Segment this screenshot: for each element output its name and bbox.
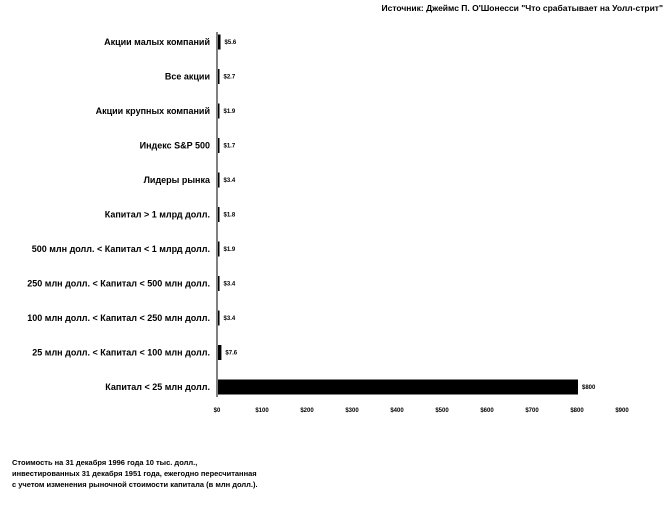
category-label: Акции малых компаний [104, 37, 210, 47]
value-label: $1.8 [223, 212, 236, 219]
category-label: 250 млн долл. < Капитал < 500 млн долл. [27, 278, 210, 289]
category-label: Акции крупных компаний [95, 106, 210, 116]
value-label: $1.9 [223, 109, 236, 115]
x-tick-label: $400 [390, 408, 404, 414]
value-label: $1.7 [223, 143, 236, 150]
value-label: $7.6 [225, 350, 238, 357]
bar [218, 35, 221, 50]
x-tick-label: $0 [213, 408, 221, 414]
x-tick-label: $300 [345, 408, 359, 414]
category-label: 25 млн долл. < Капитал < 100 млн долл. [32, 347, 210, 358]
x-tick-label: $100 [255, 408, 269, 414]
footnote-line-3: с учетом изменения рыночной стоимости капитала (в млн долл.). [12, 480, 258, 489]
x-tick-labels [214, 408, 630, 414]
x-tick-label: $600 [480, 408, 494, 414]
bar [218, 69, 220, 84]
bar [218, 138, 220, 153]
value-label: $5.6 [224, 40, 237, 46]
bar [218, 104, 220, 119]
value-labels [224, 40, 597, 391]
category-label: Лидеры рынка [143, 175, 210, 185]
value-label: $3.4 [223, 178, 236, 184]
bar [218, 207, 220, 222]
source-caption: Источник: Джеймс П. О'Шонесси "Что срабатывает на Уолл-стрит" [381, 3, 663, 13]
category-label: 100 млн долл. < Капитал < 250 млн долл. [27, 313, 210, 323]
footnote [12, 457, 392, 490]
x-tick-label: $800 [570, 408, 584, 414]
value-label: $1.9 [223, 247, 236, 253]
bar [218, 311, 220, 326]
x-tick-label: $200 [300, 408, 314, 414]
value-label: $3.4 [223, 316, 236, 322]
footnote-line-1: Стоимость на 31 декабря 1996 года 10 тыс. долл., [12, 458, 198, 467]
bar [218, 242, 220, 257]
bar [218, 380, 578, 395]
category-label: Все акции [164, 71, 210, 82]
bar [218, 345, 221, 360]
bar [218, 173, 220, 188]
value-label: $3.4 [223, 281, 236, 288]
x-tick-label: $700 [525, 408, 539, 414]
x-tick-label: $500 [435, 408, 449, 414]
category-label: Капитал < 25 млн долл. [105, 382, 210, 392]
footnote-line-2: инвестированных 31 декабря 1951 года, ежегодно пересчитанная [12, 469, 257, 478]
bars [218, 35, 578, 395]
bar [218, 276, 220, 291]
value-label: $800 [582, 385, 596, 391]
x-tick-label: $900 [615, 408, 629, 414]
category-label: Индекс S&P 500 [139, 140, 210, 151]
category-label: Капитал > 1 млрд долл. [104, 209, 210, 220]
value-label: $2.7 [223, 74, 236, 81]
category-labels [27, 37, 211, 392]
category-label: 500 млн долл. < Капитал < 1 млрд долл. [31, 244, 210, 254]
